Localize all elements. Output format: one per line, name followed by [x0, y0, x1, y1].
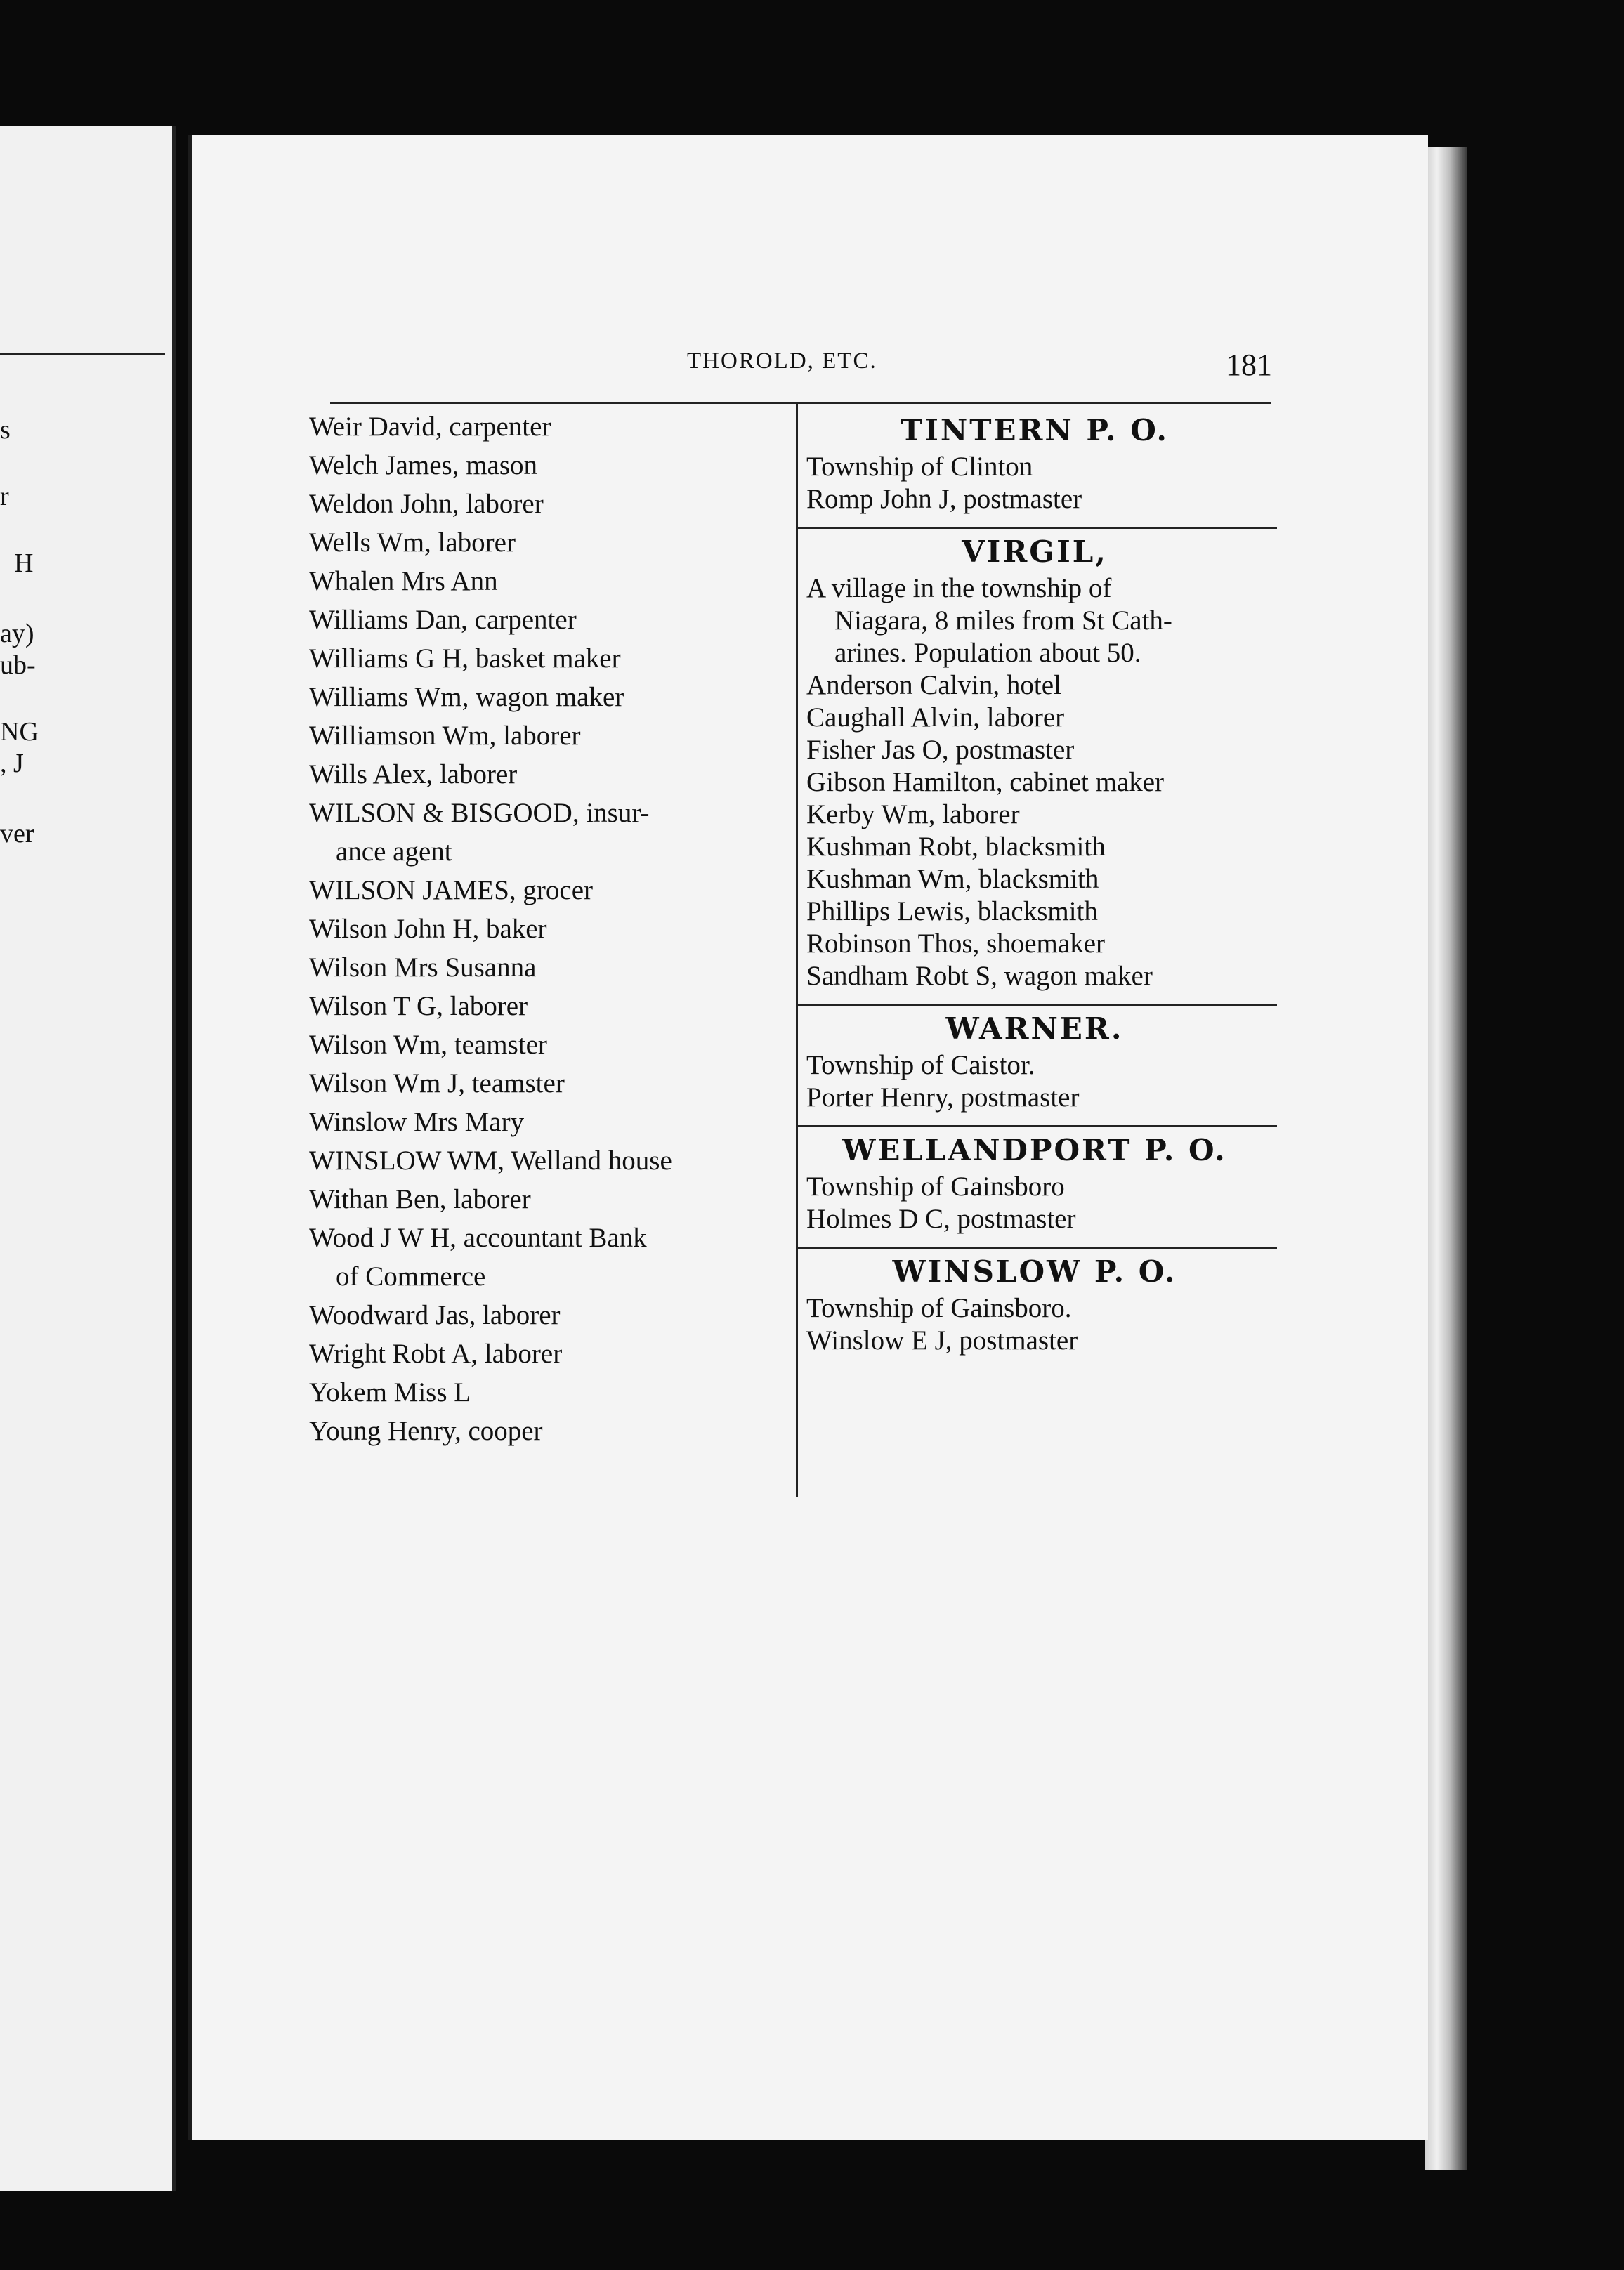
section-line: Porter Henry, postmaster — [806, 1082, 1080, 1113]
section-rule — [798, 1004, 1277, 1006]
list-item: Wilson John H, baker — [309, 914, 547, 944]
list-item-continuation: ance agent — [336, 837, 452, 867]
list-item: WILSON & BISGOOD, insur- — [309, 798, 650, 828]
list-item: WINSLOW WM, Welland house — [309, 1146, 672, 1176]
description-line: A village in the township of — [806, 573, 1112, 603]
section-heading-tintern: TINTERN P. O. — [900, 413, 1170, 447]
list-item: Wood J W H, accountant Bank — [309, 1223, 647, 1253]
facing-fragment: H — [14, 549, 34, 578]
section-heading-wellandport: WELLANDPORT P. O. — [842, 1133, 1227, 1167]
facing-fragment: ver — [0, 819, 34, 848]
section-line: Romp John J, postmaster — [806, 484, 1082, 514]
section-line: Township of Caistor. — [806, 1050, 1035, 1080]
facing-fragment: ay) — [0, 619, 34, 648]
section-line: Township of Gainsboro. — [806, 1293, 1072, 1323]
list-item: Williamson Wm, laborer — [309, 721, 581, 751]
facing-fragment: r — [0, 482, 9, 511]
section-line: Holmes D C, postmaster — [806, 1204, 1076, 1234]
list-item: Yokem Miss L — [309, 1377, 471, 1408]
section-line: Winslow E J, postmaster — [806, 1325, 1078, 1356]
header-rule — [330, 402, 1271, 404]
section-line: Township of Clinton — [806, 452, 1033, 482]
list-item: Winslow Mrs Mary — [309, 1107, 525, 1137]
section-line: Caughall Alvin, laborer — [806, 702, 1065, 733]
section-heading-virgil: VIRGIL, — [962, 534, 1108, 569]
list-item: Wilson Wm J, teamster — [309, 1068, 565, 1098]
list-item: Wilson T G, laborer — [309, 991, 528, 1021]
section-line: Sandham Robt S, wagon maker — [806, 961, 1153, 991]
list-item-continuation: of Commerce — [336, 1261, 486, 1292]
list-item: Weir David, carpenter — [309, 412, 551, 442]
list-item: Williams Dan, carpenter — [309, 605, 577, 635]
facing-fragment: , J — [0, 749, 24, 778]
section-description — [792, 572, 1277, 669]
list-item: Woodward Jas, laborer — [309, 1300, 561, 1330]
section-line: Kerby Wm, laborer — [806, 799, 1020, 829]
section-rule — [798, 1247, 1277, 1249]
list-item: WILSON JAMES, grocer — [309, 875, 594, 905]
facing-page — [0, 126, 176, 2191]
description-line: Niagara, 8 miles from St Cath- — [834, 605, 1172, 636]
section-line: Robinson Thos, shoemaker — [806, 929, 1106, 959]
section-heading-warner: WARNER. — [945, 1011, 1124, 1046]
list-item: Weldon John, laborer — [309, 489, 544, 519]
list-item: Withan Ben, laborer — [309, 1184, 531, 1214]
section-line: Fisher Jas O, postmaster — [806, 735, 1075, 765]
list-item: Young Henry, cooper — [309, 1416, 543, 1446]
section-line: Township of Gainsboro — [806, 1172, 1065, 1202]
list-item: Wills Alex, laborer — [309, 759, 518, 789]
list-item: Wright Robt A, laborer — [309, 1339, 563, 1369]
section-rule — [798, 1125, 1277, 1127]
facing-fragment: s — [0, 415, 11, 445]
facing-fragment: ub- — [0, 650, 36, 680]
description-line: arines. Population about 50. — [834, 638, 1141, 668]
facing-fragment: NG — [0, 717, 39, 747]
list-item: Wells Wm, laborer — [309, 527, 516, 558]
section-line: Kushman Wm, blacksmith — [806, 864, 1099, 894]
list-item: Welch James, mason — [309, 450, 538, 480]
section-heading-winslow: WINSLOW P. O. — [892, 1254, 1177, 1289]
section-rule — [798, 527, 1277, 529]
running-head: THOROLD, ETC. — [687, 348, 877, 374]
list-item: Wilson Wm, teamster — [309, 1030, 547, 1060]
list-item: Williams G H, basket maker — [309, 643, 621, 674]
page-edge — [1425, 147, 1467, 2170]
page-number: 181 — [1226, 348, 1272, 382]
right-column — [792, 407, 1277, 1357]
facing-page-rule — [0, 353, 165, 355]
list-item: Williams Wm, wagon maker — [309, 682, 624, 712]
section-line: Phillips Lewis, blacksmith — [806, 896, 1098, 926]
section-line: Kushman Robt, blacksmith — [806, 832, 1106, 862]
left-column — [309, 407, 787, 1450]
list-item: Wilson Mrs Susanna — [309, 952, 537, 983]
section-line: Gibson Hamilton, cabinet maker — [806, 767, 1165, 797]
list-item: Whalen Mrs Ann — [309, 566, 498, 596]
section-line: Anderson Calvin, hotel — [806, 670, 1061, 700]
